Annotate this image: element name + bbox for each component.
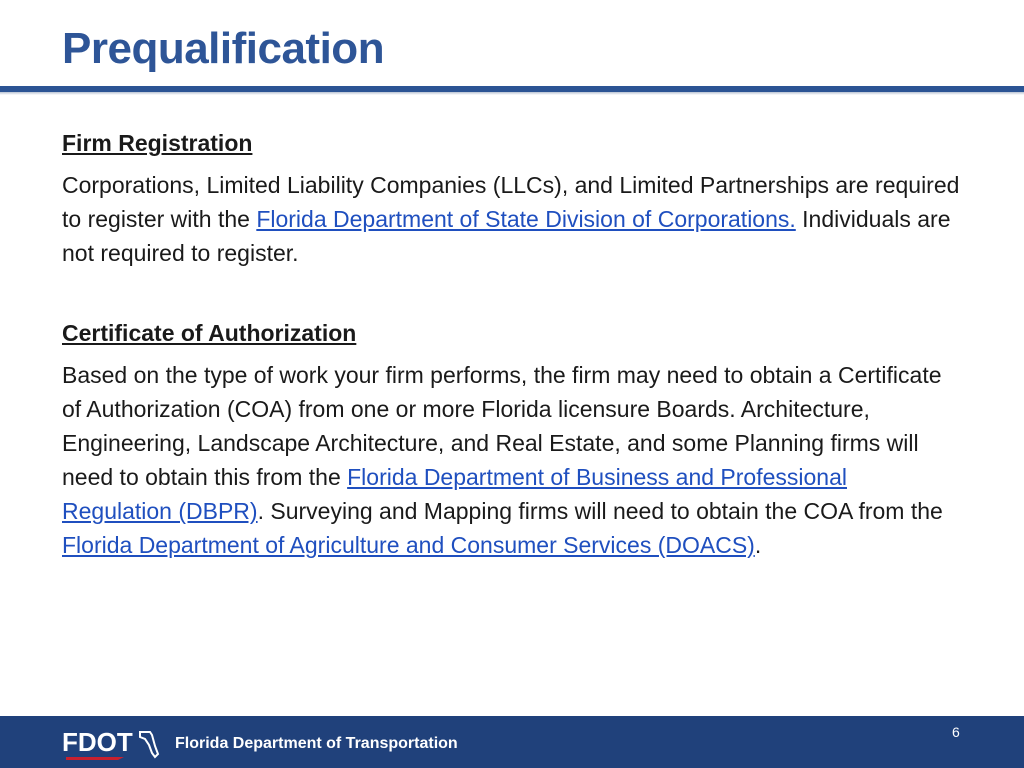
slide-title: Prequalification: [62, 24, 385, 73]
footer-org-name: Florida Department of Transportation: [175, 735, 458, 752]
slide-body: [62, 126, 962, 562]
firm-registration-heading: Firm Registration: [62, 130, 253, 156]
certificate-paragraph: [62, 358, 962, 562]
certificate-text-end: .: [754, 532, 762, 558]
certificate-text: Based on the type of work your firm performs, the firm may need to obtain a Certificate of Authorization (COA) from one or more Florida licensure Boards. Architecture, Engineering, Landscape Architecture, and Real Estate, and some Planning firms will need to obtain this from the: [62, 362, 942, 490]
firm-registration-text: Corporations, Limited Liability Companies (LLCs), and Limited Partnerships are required to register with the: [62, 172, 960, 232]
fdot-logo-text: FDOT: [62, 727, 133, 757]
certificate-heading: Certificate of Authorization: [62, 320, 357, 346]
section-spacer: [62, 270, 962, 316]
firm-registration-text-end: Individuals are not required to register.: [62, 206, 951, 266]
certificate-text-middle: . Surveying and Mapping firms will need to obtain the COA from the: [257, 498, 943, 524]
florida-outline-icon: [140, 732, 158, 757]
dbpr-link[interactable]: Florida Department of Business and Professional Regulation (DBPR): [62, 464, 847, 524]
page-number: 6: [952, 724, 960, 740]
logo-red-swoosh: [66, 757, 124, 760]
title-divider-shadow: [0, 92, 1024, 95]
firm-registration-paragraph: [62, 168, 962, 270]
division-of-corporations-link[interactable]: Florida Department of State Division of Corporations.: [256, 206, 796, 232]
doacs-link[interactable]: Florida Department of Agriculture and Consumer Services (DOACS): [62, 532, 755, 558]
footer-bar: [0, 716, 1024, 768]
fdot-logo: [62, 726, 162, 760]
